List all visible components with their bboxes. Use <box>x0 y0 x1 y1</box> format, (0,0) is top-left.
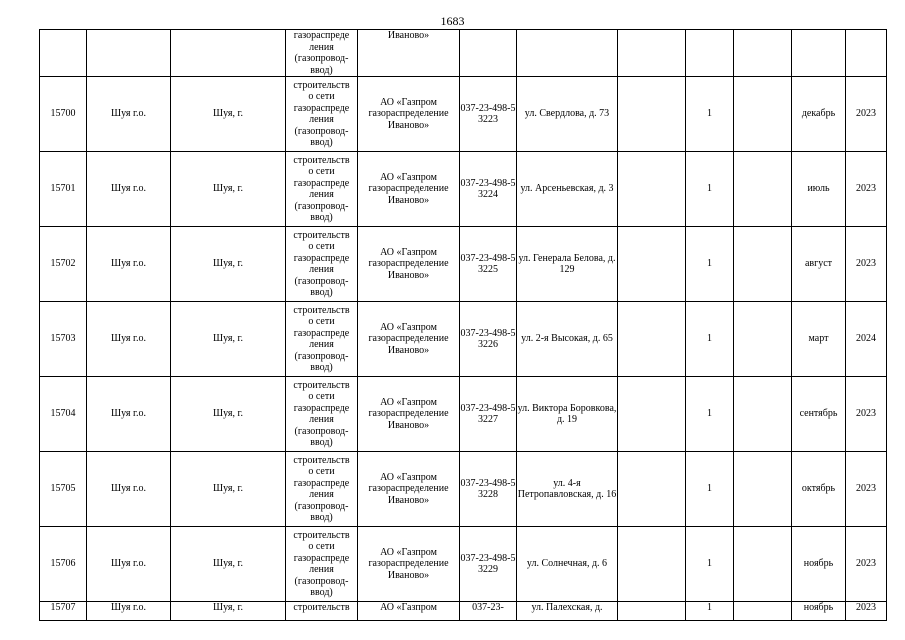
cell-address <box>517 30 618 77</box>
description-line: газораспреде <box>293 252 350 264</box>
cell-month: ноябрь <box>792 602 846 621</box>
cell-code: 037-23-498-53228 <box>460 452 517 527</box>
cell-num: 15707 <box>40 602 87 621</box>
table-row <box>40 377 887 452</box>
table-row-continuation <box>40 30 887 77</box>
cell-extra-1 <box>618 452 686 527</box>
cell-count: 1 <box>686 377 734 452</box>
cell-num: 15701 <box>40 152 87 227</box>
registry-table <box>39 29 887 621</box>
description-line: строительств <box>293 154 350 166</box>
cell-count: 1 <box>686 527 734 602</box>
description-line: (газопровод- <box>294 53 349 64</box>
cell-month: сентябрь <box>792 377 846 452</box>
cell-description <box>286 152 358 227</box>
cell-locality: Шуя, г. <box>171 77 286 152</box>
cell-address: ул. Свердлова, д. 73 <box>517 77 618 152</box>
description-line: ления <box>309 264 334 275</box>
cell-extra-1 <box>618 152 686 227</box>
cell-extra-2 <box>734 152 792 227</box>
cell-organization: АО «Газпром газораспределение Иваново» <box>358 227 460 302</box>
description-line: газораспреде <box>293 552 350 564</box>
cell-extra-2 <box>734 30 792 77</box>
cell-year: 2023 <box>846 77 887 152</box>
description-line: газораспреде <box>293 102 350 114</box>
table-row <box>40 527 887 602</box>
cell-district: Шуя г.о. <box>87 302 171 377</box>
description-line: газораспреде <box>293 177 350 189</box>
cell-description <box>286 527 358 602</box>
cell-district: Шуя г.о. <box>87 452 171 527</box>
cell-extra-1 <box>618 302 686 377</box>
cell-description <box>286 302 358 377</box>
cell-count: 1 <box>686 227 734 302</box>
cell-year <box>846 30 887 77</box>
description-line: строительств <box>293 304 350 316</box>
cell-address: ул. Виктора Боровкова, д. 19 <box>517 377 618 452</box>
table-row <box>40 302 887 377</box>
cell-num: 15705 <box>40 452 87 527</box>
cell-district: Шуя г.о. <box>87 527 171 602</box>
description-line: строительств <box>293 379 350 391</box>
cell-count: 1 <box>686 152 734 227</box>
table-row <box>40 77 887 152</box>
cell-district: Шуя г.о. <box>87 377 171 452</box>
cell-year: 2023 <box>846 602 887 621</box>
cell-locality: Шуя, г. <box>171 452 286 527</box>
cell-organization: АО «Газпром газораспределение Иваново» <box>358 152 460 227</box>
cell-extra-2 <box>734 377 792 452</box>
cell-description <box>286 602 358 621</box>
cell-month: ноябрь <box>792 527 846 602</box>
cell-district: Шуя г.о. <box>87 77 171 152</box>
cell-locality: Шуя, г. <box>171 602 286 621</box>
cell-year: 2024 <box>846 302 887 377</box>
cell-count: 1 <box>686 602 734 621</box>
cell-locality: Шуя, г. <box>171 377 286 452</box>
cell-description <box>286 377 358 452</box>
description-line: газораспреде <box>293 477 350 489</box>
cell-count <box>686 30 734 77</box>
description-line: ления <box>309 41 334 53</box>
description-line: о сети <box>308 316 335 327</box>
description-line: ления <box>309 414 334 425</box>
cell-extra-2 <box>734 77 792 152</box>
cell-organization: АО «Газпром газораспределение Иваново» <box>358 452 460 527</box>
cell-year: 2023 <box>846 152 887 227</box>
description-line: строительств <box>293 602 350 613</box>
cell-organization: АО «Газпром <box>358 602 460 621</box>
description-line: (газопровод- <box>294 350 349 362</box>
cell-num <box>40 30 87 77</box>
cell-district: Шуя г.о. <box>87 602 171 621</box>
cell-count: 1 <box>686 302 734 377</box>
cell-num: 15706 <box>40 527 87 602</box>
cell-extra-2 <box>734 227 792 302</box>
cell-description <box>286 452 358 527</box>
description-line: ввод) <box>310 512 333 523</box>
description-line: строительств <box>293 79 350 91</box>
cell-code: 037-23-498-53229 <box>460 527 517 602</box>
cell-extra-1 <box>618 77 686 152</box>
cell-code: 037-23-498-53226 <box>460 302 517 377</box>
cell-address: ул. 4-я Петропавловская, д. 16 <box>517 452 618 527</box>
description-line: газораспреде <box>293 402 350 414</box>
description-line: ления <box>309 114 334 125</box>
cell-year: 2023 <box>846 527 887 602</box>
description-line: о сети <box>308 241 335 252</box>
cell-address: ул. 2-я Высокая, д. 65 <box>517 302 618 377</box>
cell-num: 15702 <box>40 227 87 302</box>
cell-extra-1 <box>618 227 686 302</box>
cell-district: Шуя г.о. <box>87 152 171 227</box>
table-row <box>40 452 887 527</box>
description-line: газораспреде <box>293 30 350 41</box>
cell-extra-2 <box>734 527 792 602</box>
cell-month: октябрь <box>792 452 846 527</box>
cell-code: 037-23- <box>460 602 517 621</box>
cell-extra-1 <box>618 527 686 602</box>
description-line: ввод) <box>310 64 333 76</box>
cell-num: 15703 <box>40 302 87 377</box>
cell-locality: Шуя, г. <box>171 227 286 302</box>
cell-address: ул. Палехская, д. <box>517 602 618 621</box>
description-line: (газопровод- <box>294 500 349 512</box>
cell-extra-1 <box>618 377 686 452</box>
description-line: ления <box>309 339 334 350</box>
cell-locality: Шуя, г. <box>171 152 286 227</box>
page-number: 1683 <box>440 14 465 28</box>
cell-district <box>87 30 171 77</box>
description-line: (газопровод- <box>294 425 349 437</box>
cell-organization: АО «Газпром газораспределение Иваново» <box>358 527 460 602</box>
cell-locality: Шуя, г. <box>171 302 286 377</box>
table-row <box>40 152 887 227</box>
description-line: (газопровод- <box>294 125 349 137</box>
cell-extra-2 <box>734 452 792 527</box>
cell-organization: АО «Газпром газораспределение Иваново» <box>358 77 460 152</box>
description-line: ления <box>309 189 334 200</box>
description-line: (газопровод- <box>294 275 349 287</box>
description-line: ления <box>309 564 334 575</box>
cell-month: март <box>792 302 846 377</box>
cell-organization: АО «Газпром газораспределение Иваново» <box>358 302 460 377</box>
cell-month: декабрь <box>792 77 846 152</box>
description-line: о сети <box>308 391 335 402</box>
description-line: о сети <box>308 91 335 102</box>
table-row <box>40 227 887 302</box>
cell-address: ул. Арсеньевская, д. 3 <box>517 152 618 227</box>
cell-year: 2023 <box>846 377 887 452</box>
cell-year: 2023 <box>846 452 887 527</box>
cell-code: 037-23-498-53225 <box>460 227 517 302</box>
cell-code: 037-23-498-53227 <box>460 377 517 452</box>
description-line: ввод) <box>310 587 333 598</box>
description-line: ввод) <box>310 287 333 298</box>
cell-month: август <box>792 227 846 302</box>
cell-month <box>792 30 846 77</box>
cell-district: Шуя г.о. <box>87 227 171 302</box>
cell-extra-2 <box>734 302 792 377</box>
cell-count: 1 <box>686 77 734 152</box>
cell-month: июль <box>792 152 846 227</box>
description-line: строительств <box>293 229 350 241</box>
cell-locality <box>171 30 286 77</box>
description-line: ввод) <box>310 212 333 223</box>
description-line: газораспреде <box>293 327 350 339</box>
cell-code: 037-23-498-53224 <box>460 152 517 227</box>
cell-description <box>286 30 358 77</box>
cell-organization: Иваново» <box>358 30 460 77</box>
description-line: о сети <box>308 466 335 477</box>
cell-count: 1 <box>686 452 734 527</box>
cell-code: 037-23-498-53223 <box>460 77 517 152</box>
cell-address: ул. Солнечная, д. 6 <box>517 527 618 602</box>
description-line: строительств <box>293 454 350 466</box>
cell-num: 15704 <box>40 377 87 452</box>
description-line: ления <box>309 489 334 500</box>
cell-locality: Шуя, г. <box>171 527 286 602</box>
cell-num: 15700 <box>40 77 87 152</box>
description-line: ввод) <box>310 362 333 373</box>
description-line: о сети <box>308 166 335 177</box>
cell-code <box>460 30 517 77</box>
cell-description <box>286 227 358 302</box>
cell-year: 2023 <box>846 227 887 302</box>
cell-extra-1 <box>618 602 686 621</box>
description-line: (газопровод- <box>294 575 349 587</box>
description-line: (газопровод- <box>294 200 349 212</box>
cell-description <box>286 77 358 152</box>
cell-extra-2 <box>734 602 792 621</box>
cell-address: ул. Генерала Белова, д. 129 <box>517 227 618 302</box>
cell-extra-1 <box>618 30 686 77</box>
description-line: о сети <box>308 541 335 552</box>
table-row <box>40 602 887 621</box>
description-line: строительств <box>293 529 350 541</box>
cell-organization: АО «Газпром газораспределение Иваново» <box>358 377 460 452</box>
description-line: ввод) <box>310 137 333 148</box>
description-line: ввод) <box>310 437 333 448</box>
